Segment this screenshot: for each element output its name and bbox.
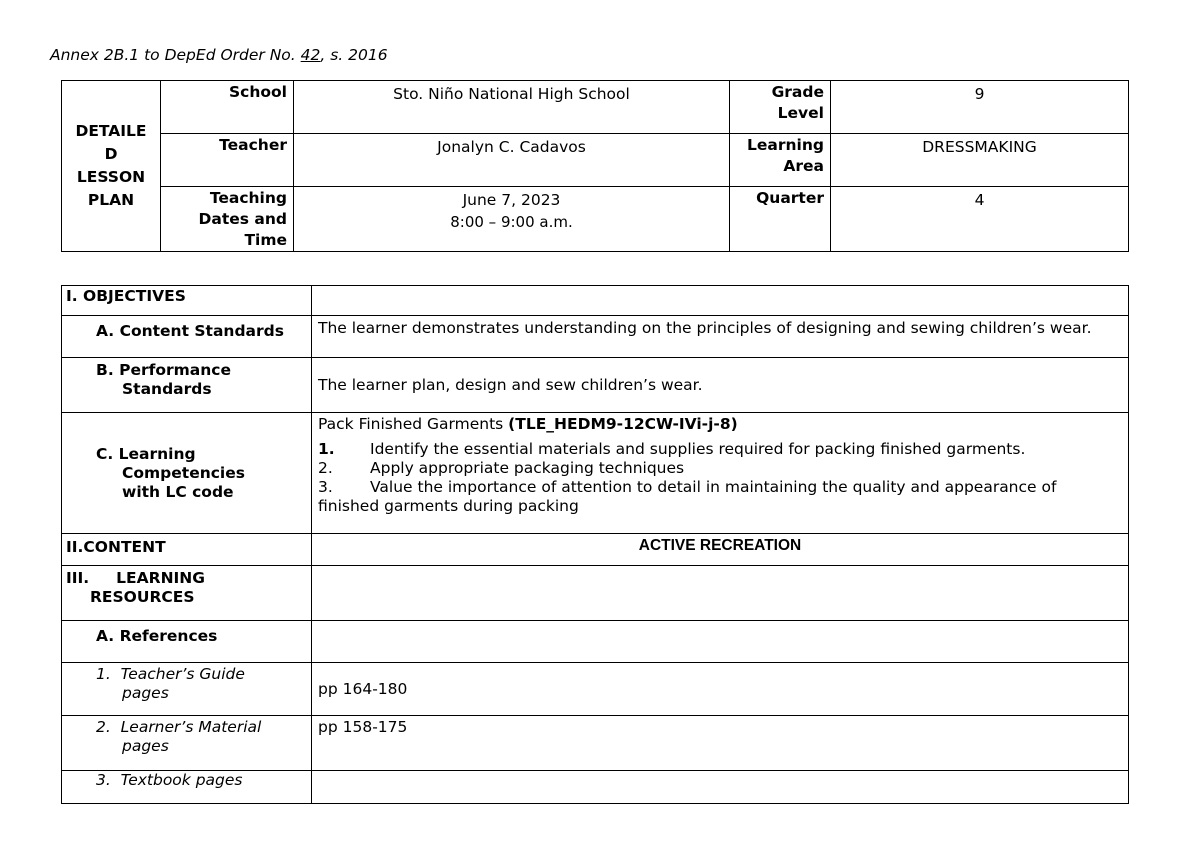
lesson-plan-table (61, 285, 1129, 804)
detailed-lesson-plan-label: DETAILE D LESSON PLAN (62, 81, 161, 252)
teaching-dates-value (294, 187, 730, 252)
annex-prefix: Annex 2B.1 to DepEd Order No. (50, 46, 301, 64)
learning-competencies-label: C. Learning Competencies with LC code (62, 413, 312, 534)
teacher-label: Teacher (161, 134, 294, 187)
learning-area-value: DRESSMAKING (831, 134, 1129, 187)
learning-resources-label: III. LEARNING RESOURCES (62, 566, 312, 621)
competency-code: (TLE_HEDM9-12CW-IVi-j-8) (508, 415, 738, 433)
annex-suffix: , s. 2016 (320, 46, 388, 64)
competency-item: 3. Value the importance of attention to detail in maintaining the quality and appearance of finished garments during packing (318, 478, 1057, 515)
learners-material-label: 2. Learner’s Material pages (62, 716, 312, 771)
content-standards-label: A. Content Standards (62, 316, 312, 358)
objectives-label: I. OBJECTIVES (62, 286, 312, 316)
content-value: ACTIVE RECREATION (312, 534, 1129, 566)
teachers-guide-value: pp 164-180 (312, 663, 1129, 716)
references-label: A. References (62, 621, 312, 663)
references-value (312, 621, 1129, 663)
teachers-guide-label: 1. Teacher’s Guide pages (62, 663, 312, 716)
learning-resources-value (312, 566, 1129, 621)
learning-area-label: Learning Area (730, 134, 831, 187)
header-table (61, 80, 1129, 252)
school-value: Sto. Niño National High School (294, 81, 730, 134)
textbook-pages-label: 3. Textbook pages (62, 771, 312, 804)
teacher-value: Jonalyn C. Cadavos (294, 134, 730, 187)
textbook-pages-value (312, 771, 1129, 804)
annex-reference (50, 46, 388, 64)
time-value: 8:00 – 9:00 a.m. (450, 213, 573, 231)
content-label: II.CONTENT (62, 534, 312, 566)
competency-item: 1. Identify the essential materials and supplies required for packing finished garments. (318, 440, 1026, 458)
competency-title: Pack Finished Garments (318, 415, 509, 433)
quarter-value: 4 (831, 187, 1129, 252)
learners-material-value: pp 158-175 (312, 716, 1129, 771)
performance-standards-label: B. Performance Standards (62, 358, 312, 413)
learning-competencies-value (312, 413, 1129, 534)
quarter-label: Quarter (730, 187, 831, 252)
annex-order-number: 42 (300, 46, 321, 64)
grade-level-value: 9 (831, 81, 1129, 134)
school-label: School (161, 81, 294, 134)
performance-standards-value: The learner plan, design and sew children’s wear. (312, 358, 1129, 413)
competency-item: 2. Apply appropriate packaging techniques (318, 459, 685, 477)
date-value: June 7, 2023 (462, 191, 561, 209)
objectives-value (312, 286, 1129, 316)
grade-level-label: Grade Level (730, 81, 831, 134)
teaching-dates-label: Teaching Dates and Time (161, 187, 294, 252)
content-standards-value: The learner demonstrates understanding on the principles of designing and sewing children’s wear. (312, 316, 1129, 358)
